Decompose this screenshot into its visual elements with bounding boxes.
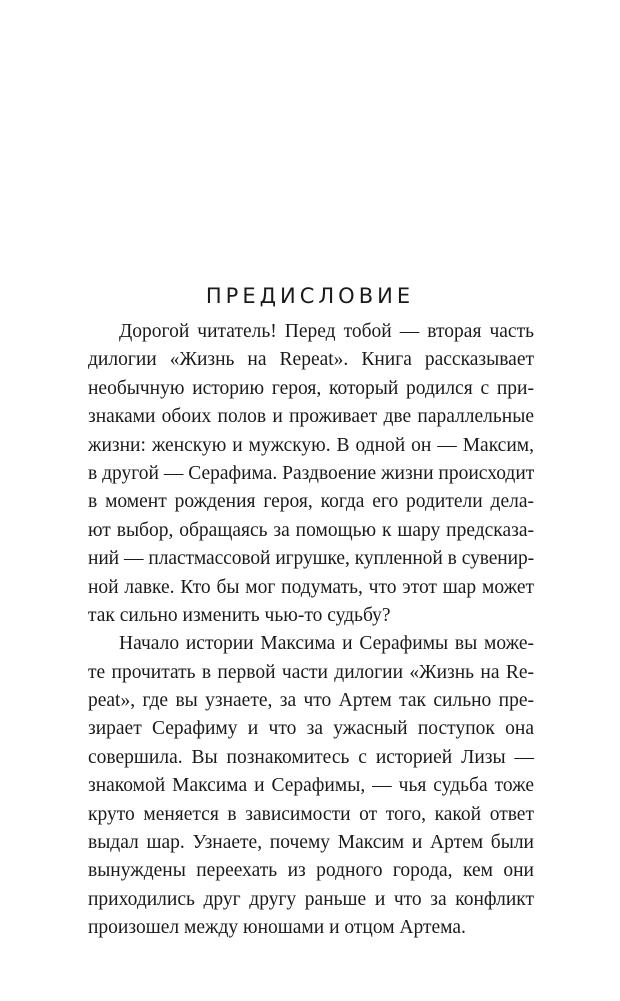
chapter-heading: ПРЕДИСЛОВИЕ — [205, 284, 415, 308]
text-line: в момент рождения героя, когда его родители дела- — [88, 491, 534, 513]
paragraph-2 — [88, 630, 534, 942]
text-line: необычную историю героя, который родился с при- — [88, 377, 534, 399]
text-line: приходились друг другу раньше и что за конфликт — [88, 888, 534, 910]
text-line: ной лавке. Кто бы мог подумать, что этот шар может — [88, 576, 534, 598]
text-line: выдал шар. Узнаете, почему Максим и Артем были — [88, 832, 534, 854]
text-line: знаками обоих полов и проживает две параллельные — [88, 406, 534, 428]
text-line: дилогии «Жизнь на Repeat». Книга рассказывает — [88, 349, 534, 371]
text-line: peat», где вы узнаете, за что Артем так сильно пре- — [88, 690, 534, 712]
text-line: вынуждены переехать из родного города, кем они — [88, 860, 534, 882]
preface-text — [88, 318, 534, 943]
text-line: в другой — Серафима. Раздвоение жизни происходит — [88, 462, 535, 484]
text-line: совершила. Вы познакомитесь с историей Лизы — — [88, 746, 534, 768]
text-line: зирает Серафиму и что за ужасный поступок она — [88, 718, 534, 740]
text-line: круто меняется в зависимости от того, какой ответ — [88, 803, 534, 825]
text-line: так сильно изменить чью-то судьбу? — [88, 604, 391, 626]
text-line: Дорогой читатель! Перед тобой — вторая часть — [119, 321, 534, 342]
text-line: Начало истории Максима и Серафимы вы може- — [119, 633, 534, 655]
text-line: ют выбор, обращаясь за помощью к шару предсказа- — [88, 519, 534, 541]
paragraph-1 — [88, 318, 534, 630]
text-line: ний — пластмассовой игрушке, купленной в сувенир- — [88, 548, 534, 570]
text-line: жизни: женскую и мужскую. В одной он — Максим, — [88, 434, 534, 456]
text-line: произошел между юношами и отцом Артема. — [88, 917, 466, 939]
text-line: те прочитать в первой части дилогии «Жизнь на Re- — [88, 661, 534, 683]
text-line: знакомой Максима и Серафимы, — чья судьба тоже — [88, 775, 534, 797]
